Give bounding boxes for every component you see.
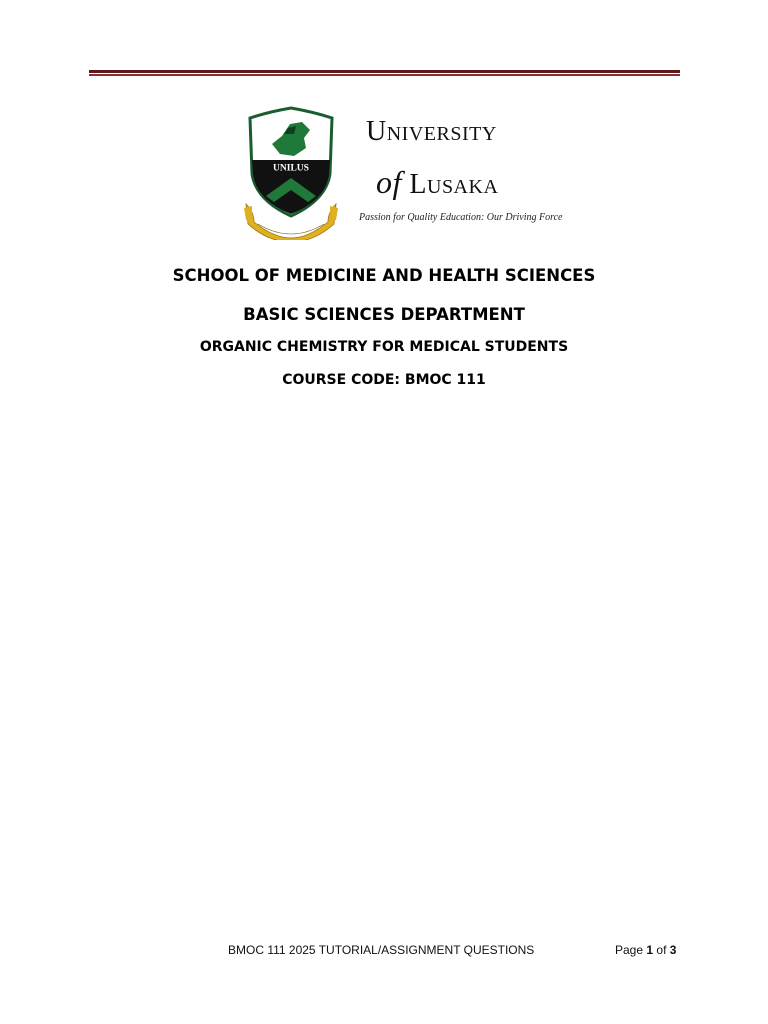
header-rule <box>89 70 680 76</box>
university-name-of: of <box>376 164 402 200</box>
crest-text: UNILUS <box>273 163 309 174</box>
school-title: SCHOOL OF MEDICINE AND HEALTH SCIENCES <box>172 266 596 285</box>
course-code: COURSE CODE: BMOC 111 <box>282 372 486 388</box>
footer-page-number <box>615 943 676 957</box>
course-title: ORGANIC CHEMISTRY FOR MEDICAL STUDENTS <box>199 339 569 355</box>
footer-page-label: Page <box>615 943 644 957</box>
university-name-line1: University <box>366 116 497 147</box>
footer-page-total: 3 <box>669 943 677 957</box>
department-title: BASIC SCIENCES DEPARTMENT <box>243 305 525 324</box>
university-name-line2 <box>376 166 498 199</box>
university-logo <box>244 104 563 244</box>
university-tagline: Passion for Quality Education: Our Driving Force <box>359 212 563 223</box>
university-crest-icon <box>244 104 338 240</box>
footer-document-title: BMOC 111 2025 TUTORIAL/ASSIGNMENT QUESTIONS <box>228 943 535 957</box>
footer-page-current: 1 <box>646 943 654 957</box>
footer-of-label: of <box>656 943 667 957</box>
university-name-lusaka: Lusaka <box>409 169 499 200</box>
